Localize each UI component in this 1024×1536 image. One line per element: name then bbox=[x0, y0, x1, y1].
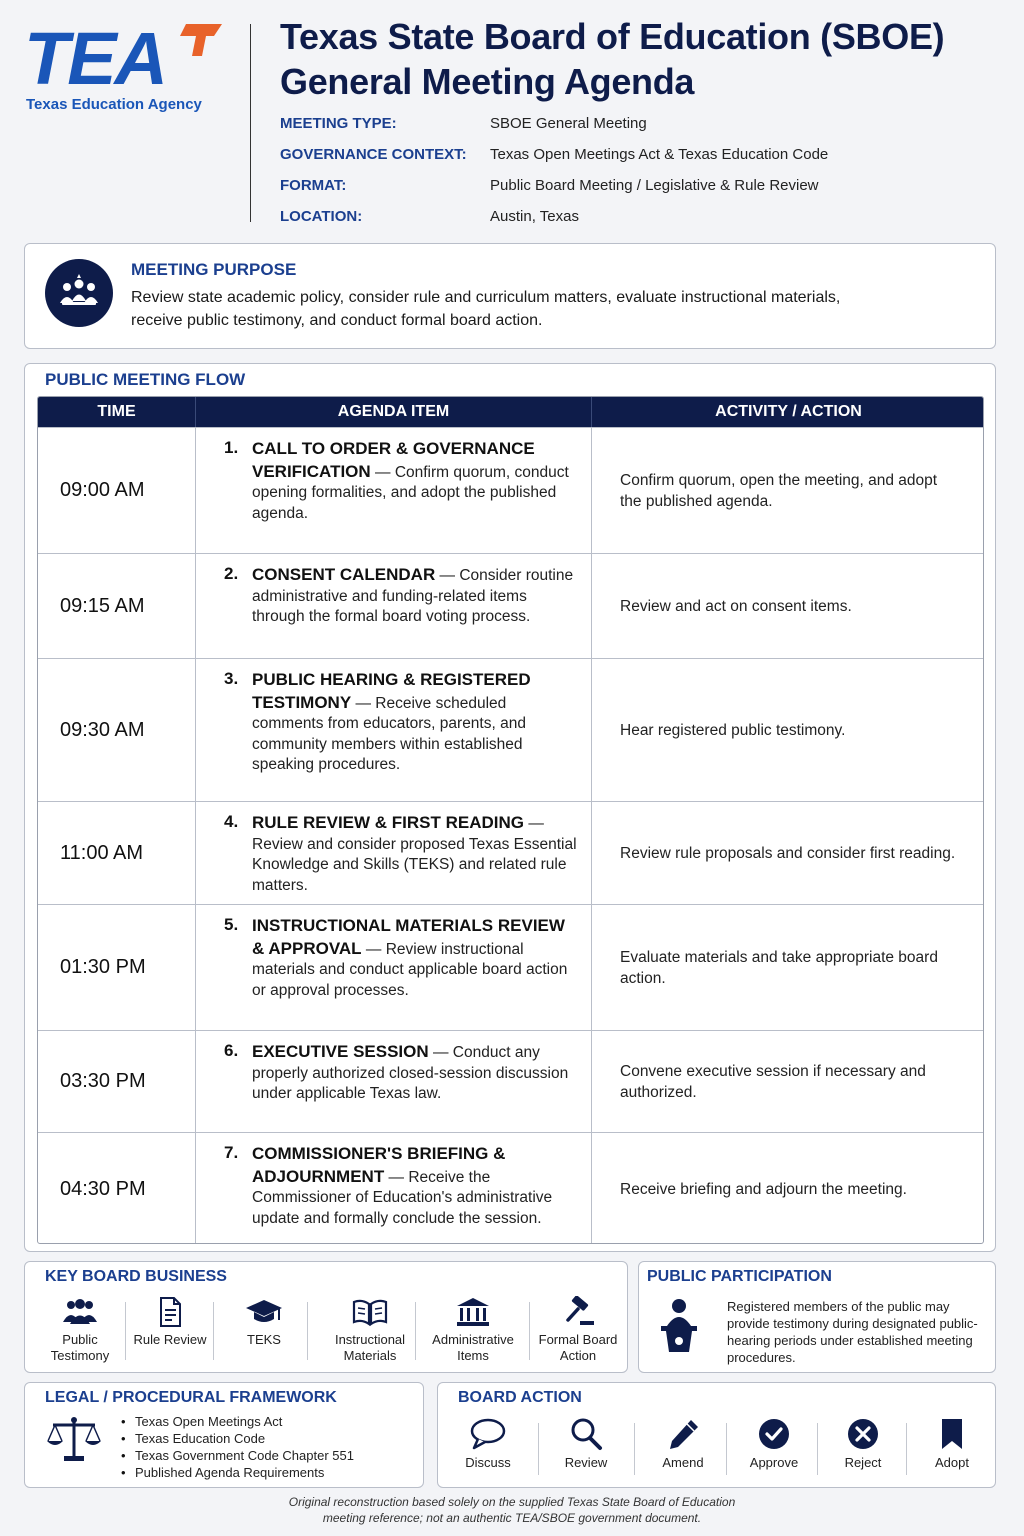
item-number: 7. bbox=[224, 1143, 239, 1162]
kb-divider bbox=[415, 1302, 416, 1360]
row-agenda-item: 4. RULE REVIEW & FIRST READING — Review and consider proposed Texas Essential Knowledge and Skills (TEKS) and related rule matters. bbox=[195, 802, 591, 904]
item-number: 3. bbox=[224, 669, 239, 688]
speech-bubble-icon bbox=[469, 1417, 507, 1451]
speaker-podium-icon bbox=[657, 1298, 701, 1354]
meta-key: LOCATION: bbox=[280, 208, 363, 225]
meeting-group-icon bbox=[45, 259, 113, 327]
ba-divider bbox=[538, 1423, 539, 1475]
row-agenda-item: 6. EXECUTIVE SESSION — Conduct any properly authorized closed-session discussion under applicable Texas law. bbox=[195, 1031, 591, 1132]
row-agenda-item: 2. CONSENT CALENDAR — Consider routine administrative and funding-related items through the formal board voting process. bbox=[195, 554, 591, 658]
public-meeting-flow bbox=[24, 363, 996, 1252]
participation-title: PUBLIC PARTICIPATION bbox=[647, 1268, 832, 1285]
ba-divider bbox=[906, 1423, 907, 1475]
action-approve bbox=[734, 1417, 814, 1470]
meta-key: MEETING TYPE: bbox=[280, 115, 397, 132]
table-row bbox=[38, 801, 984, 904]
action-review bbox=[546, 1417, 626, 1470]
list-item: • Texas Open Meetings Act bbox=[119, 1413, 354, 1430]
item-description: Receive scheduled comments from educators, parents, and community members within established speaking procedures. bbox=[252, 694, 526, 773]
item-number: 4. bbox=[224, 812, 239, 831]
row-time: 09:30 AM bbox=[60, 718, 145, 741]
item-title: CALL TO ORDER & GOVERNANCE VERIFICATION bbox=[252, 439, 535, 481]
legal-list bbox=[119, 1413, 354, 1481]
legal-title: LEGAL / PROCEDURAL FRAMEWORK bbox=[45, 1389, 337, 1406]
row-agenda-item: 1. CALL TO ORDER & GOVERNANCE VERIFICATION — Confirm quorum, conduct opening formalities, and adopt the published agenda. bbox=[195, 428, 591, 553]
graduation-cap-icon bbox=[244, 1296, 284, 1328]
open-book-icon bbox=[350, 1296, 390, 1328]
kb-divider bbox=[529, 1302, 530, 1360]
header-agenda-item: AGENDA ITEM bbox=[195, 397, 591, 427]
page-header bbox=[0, 0, 1024, 236]
purpose-text: Review state academic policy, consider rule and curriculum matters, evaluate instructional materials, receive public testimony, and conduct formal board action. bbox=[131, 289, 841, 329]
action-amend bbox=[643, 1417, 723, 1470]
row-time: 09:00 AM bbox=[60, 479, 145, 501]
meta-value: Texas Open Meetings Act & Texas Education Code bbox=[490, 146, 829, 163]
page-title: Texas State Board of Education (SBOE) General Meeting Agenda bbox=[280, 16, 945, 102]
public-participation-box bbox=[638, 1261, 996, 1373]
item-number: 2. bbox=[224, 564, 239, 583]
item-description: Confirm quorum, conduct opening formalities, and adopt the published agenda. bbox=[252, 463, 569, 522]
item-title: EXECUTIVE SESSION bbox=[252, 1042, 429, 1061]
kb-label: Public Testimony bbox=[50, 1332, 110, 1363]
legal-framework-box bbox=[24, 1382, 424, 1488]
logo-star-icon bbox=[176, 22, 224, 56]
action-label: Approve bbox=[749, 1455, 799, 1470]
meeting-purpose-box bbox=[24, 243, 996, 349]
board-action-title: BOARD ACTION bbox=[458, 1389, 582, 1406]
item-title: CONSENT CALENDAR bbox=[252, 565, 436, 584]
item-number: 6. bbox=[224, 1041, 239, 1060]
key-board-business-box bbox=[24, 1261, 628, 1373]
action-label: Adopt bbox=[935, 1455, 969, 1470]
table-row bbox=[38, 1030, 984, 1132]
kb-instructional-materials bbox=[313, 1296, 427, 1368]
participation-text: Registered members of the public may provide testimony during designated public-hearing periods under established meeting procedures. bbox=[727, 1299, 978, 1365]
table-row bbox=[38, 904, 984, 1030]
gavel-icon bbox=[560, 1296, 596, 1328]
row-agenda-item: 7. COMMISSIONER'S BRIEFING & ADJOURNMENT — Receive the Commissioner of Education's administrative update and formally conclude the session. bbox=[195, 1133, 591, 1244]
row-time: 01:30 PM bbox=[60, 956, 146, 978]
item-title: INSTRUCTIONAL MATERIALS REVIEW & APPROVAL bbox=[252, 916, 565, 958]
table-header bbox=[38, 397, 984, 427]
item-number: 5. bbox=[224, 915, 239, 934]
footer-line: Original reconstruction based solely on the supplied Texas State Board of Education bbox=[288, 1495, 736, 1509]
item-description: Review and consider proposed Texas Essential Knowledge and Skills (TEKS) and related rule matters. bbox=[252, 835, 577, 894]
ba-divider bbox=[726, 1423, 727, 1475]
header-divider bbox=[250, 24, 251, 222]
kb-divider bbox=[213, 1302, 214, 1360]
tea-logo bbox=[24, 17, 224, 122]
logo-subtitle: Texas Education Agency bbox=[26, 96, 202, 113]
item-description: Receive the Commissioner of Education's administrative update and formally conclude the session. bbox=[252, 1168, 553, 1227]
x-circle-icon bbox=[846, 1417, 880, 1451]
list-item: • Texas Education Code bbox=[119, 1430, 354, 1447]
action-label: Discuss bbox=[465, 1455, 511, 1470]
list-item: • Published Agenda Requirements bbox=[119, 1464, 354, 1481]
row-time: 04:30 PM bbox=[60, 1177, 146, 1200]
meta-key: GOVERNANCE CONTEXT: bbox=[280, 146, 467, 163]
kb-public-testimony bbox=[37, 1296, 123, 1368]
item-title: PUBLIC HEARING & REGISTERED TESTIMONY bbox=[252, 670, 531, 712]
kb-label: Formal Board Action bbox=[538, 1332, 618, 1363]
meta-value: SBOE General Meeting bbox=[490, 115, 647, 132]
kb-teks bbox=[219, 1296, 309, 1368]
kb-label: Instructional Materials bbox=[334, 1332, 406, 1363]
pencil-icon bbox=[665, 1417, 701, 1451]
header-activity: ACTIVITY / ACTION bbox=[591, 397, 984, 427]
meta-value: Public Board Meeting / Legislative & Rule Review bbox=[490, 177, 819, 194]
row-time: 09:15 AM bbox=[60, 594, 145, 617]
action-label: Review bbox=[564, 1455, 608, 1470]
table-row bbox=[38, 1132, 984, 1244]
item-title: RULE REVIEW & FIRST READING bbox=[252, 813, 525, 832]
item-description: Consider routine administrative and funding-related items through the formal board voting process. bbox=[252, 567, 574, 625]
action-discuss bbox=[448, 1417, 528, 1470]
meta-value: Austin, Texas bbox=[490, 208, 579, 225]
row-time: 11:00 AM bbox=[60, 841, 144, 864]
kb-label: TEKS bbox=[247, 1332, 281, 1347]
footer-line: meeting reference; not an authentic TEA/SBOE government document. bbox=[322, 1511, 702, 1525]
government-building-icon bbox=[455, 1296, 491, 1328]
purpose-title: MEETING PURPOSE bbox=[131, 260, 297, 279]
row-agenda-item: 5. INSTRUCTIONAL MATERIALS REVIEW & APPROVAL — Review instructional materials and conduct applicable board action or approval processes. bbox=[195, 905, 591, 1030]
action-label: Amend bbox=[662, 1455, 704, 1470]
row-agenda-item: 3. PUBLIC HEARING & REGISTERED TESTIMONY — Receive scheduled comments from educators, parents, and community members within established speaking procedures. bbox=[195, 659, 591, 801]
ba-divider bbox=[817, 1423, 818, 1475]
action-reject bbox=[823, 1417, 903, 1470]
row-time: 03:30 PM bbox=[60, 1070, 146, 1092]
item-number: 1. bbox=[224, 438, 239, 457]
table-row bbox=[38, 553, 984, 658]
ba-divider bbox=[634, 1423, 635, 1475]
board-action-box bbox=[437, 1382, 996, 1488]
row-action: Review and act on consent items. bbox=[591, 554, 984, 658]
action-adopt bbox=[912, 1417, 992, 1470]
kb-administrative-items bbox=[421, 1296, 525, 1368]
row-action: Review rule proposals and consider first reading. bbox=[591, 802, 984, 904]
row-action: Receive briefing and adjourn the meeting. bbox=[591, 1133, 984, 1244]
row-action: Convene executive session if necessary and authorized. bbox=[591, 1031, 984, 1132]
list-item: • Texas Government Code Chapter 551 bbox=[119, 1447, 354, 1464]
footer-disclaimer bbox=[0, 1494, 1024, 1526]
header-time: TIME bbox=[97, 403, 136, 420]
kb-rule-review bbox=[131, 1296, 209, 1368]
logo-letters: TEA bbox=[24, 17, 166, 100]
item-description: Conduct any properly authorized closed-session discussion under applicable Texas law. bbox=[252, 1044, 569, 1102]
row-action: Evaluate materials and take appropriate board action. bbox=[591, 905, 984, 1030]
check-circle-icon bbox=[757, 1417, 791, 1451]
kb-label: Administrative Items bbox=[432, 1332, 514, 1363]
kb-divider bbox=[307, 1302, 308, 1360]
people-group-icon bbox=[60, 1296, 100, 1328]
row-action: Hear registered public testimony. bbox=[591, 659, 984, 801]
action-label: Reject bbox=[844, 1455, 882, 1470]
table-row bbox=[38, 658, 984, 801]
kb-label: Rule Review bbox=[133, 1332, 207, 1347]
key-business-title: KEY BOARD BUSINESS bbox=[45, 1268, 227, 1285]
bookmark-icon bbox=[937, 1417, 967, 1451]
document-icon bbox=[154, 1296, 186, 1328]
flow-title: PUBLIC MEETING FLOW bbox=[45, 370, 246, 389]
agenda-table bbox=[37, 396, 984, 1244]
item-description: Review instructional materials and conduct applicable board action or approval processes. bbox=[252, 940, 568, 999]
kb-formal-board-action bbox=[533, 1296, 623, 1368]
row-action: Confirm quorum, open the meeting, and adopt the published agenda. bbox=[591, 428, 984, 553]
meta-key: FORMAT: bbox=[280, 177, 347, 194]
magnifier-icon bbox=[568, 1417, 604, 1451]
item-title: COMMISSIONER'S BRIEFING & ADJOURNMENT bbox=[252, 1144, 506, 1186]
kb-divider bbox=[125, 1302, 126, 1360]
table-row bbox=[38, 427, 984, 553]
scales-icon bbox=[45, 1415, 103, 1463]
